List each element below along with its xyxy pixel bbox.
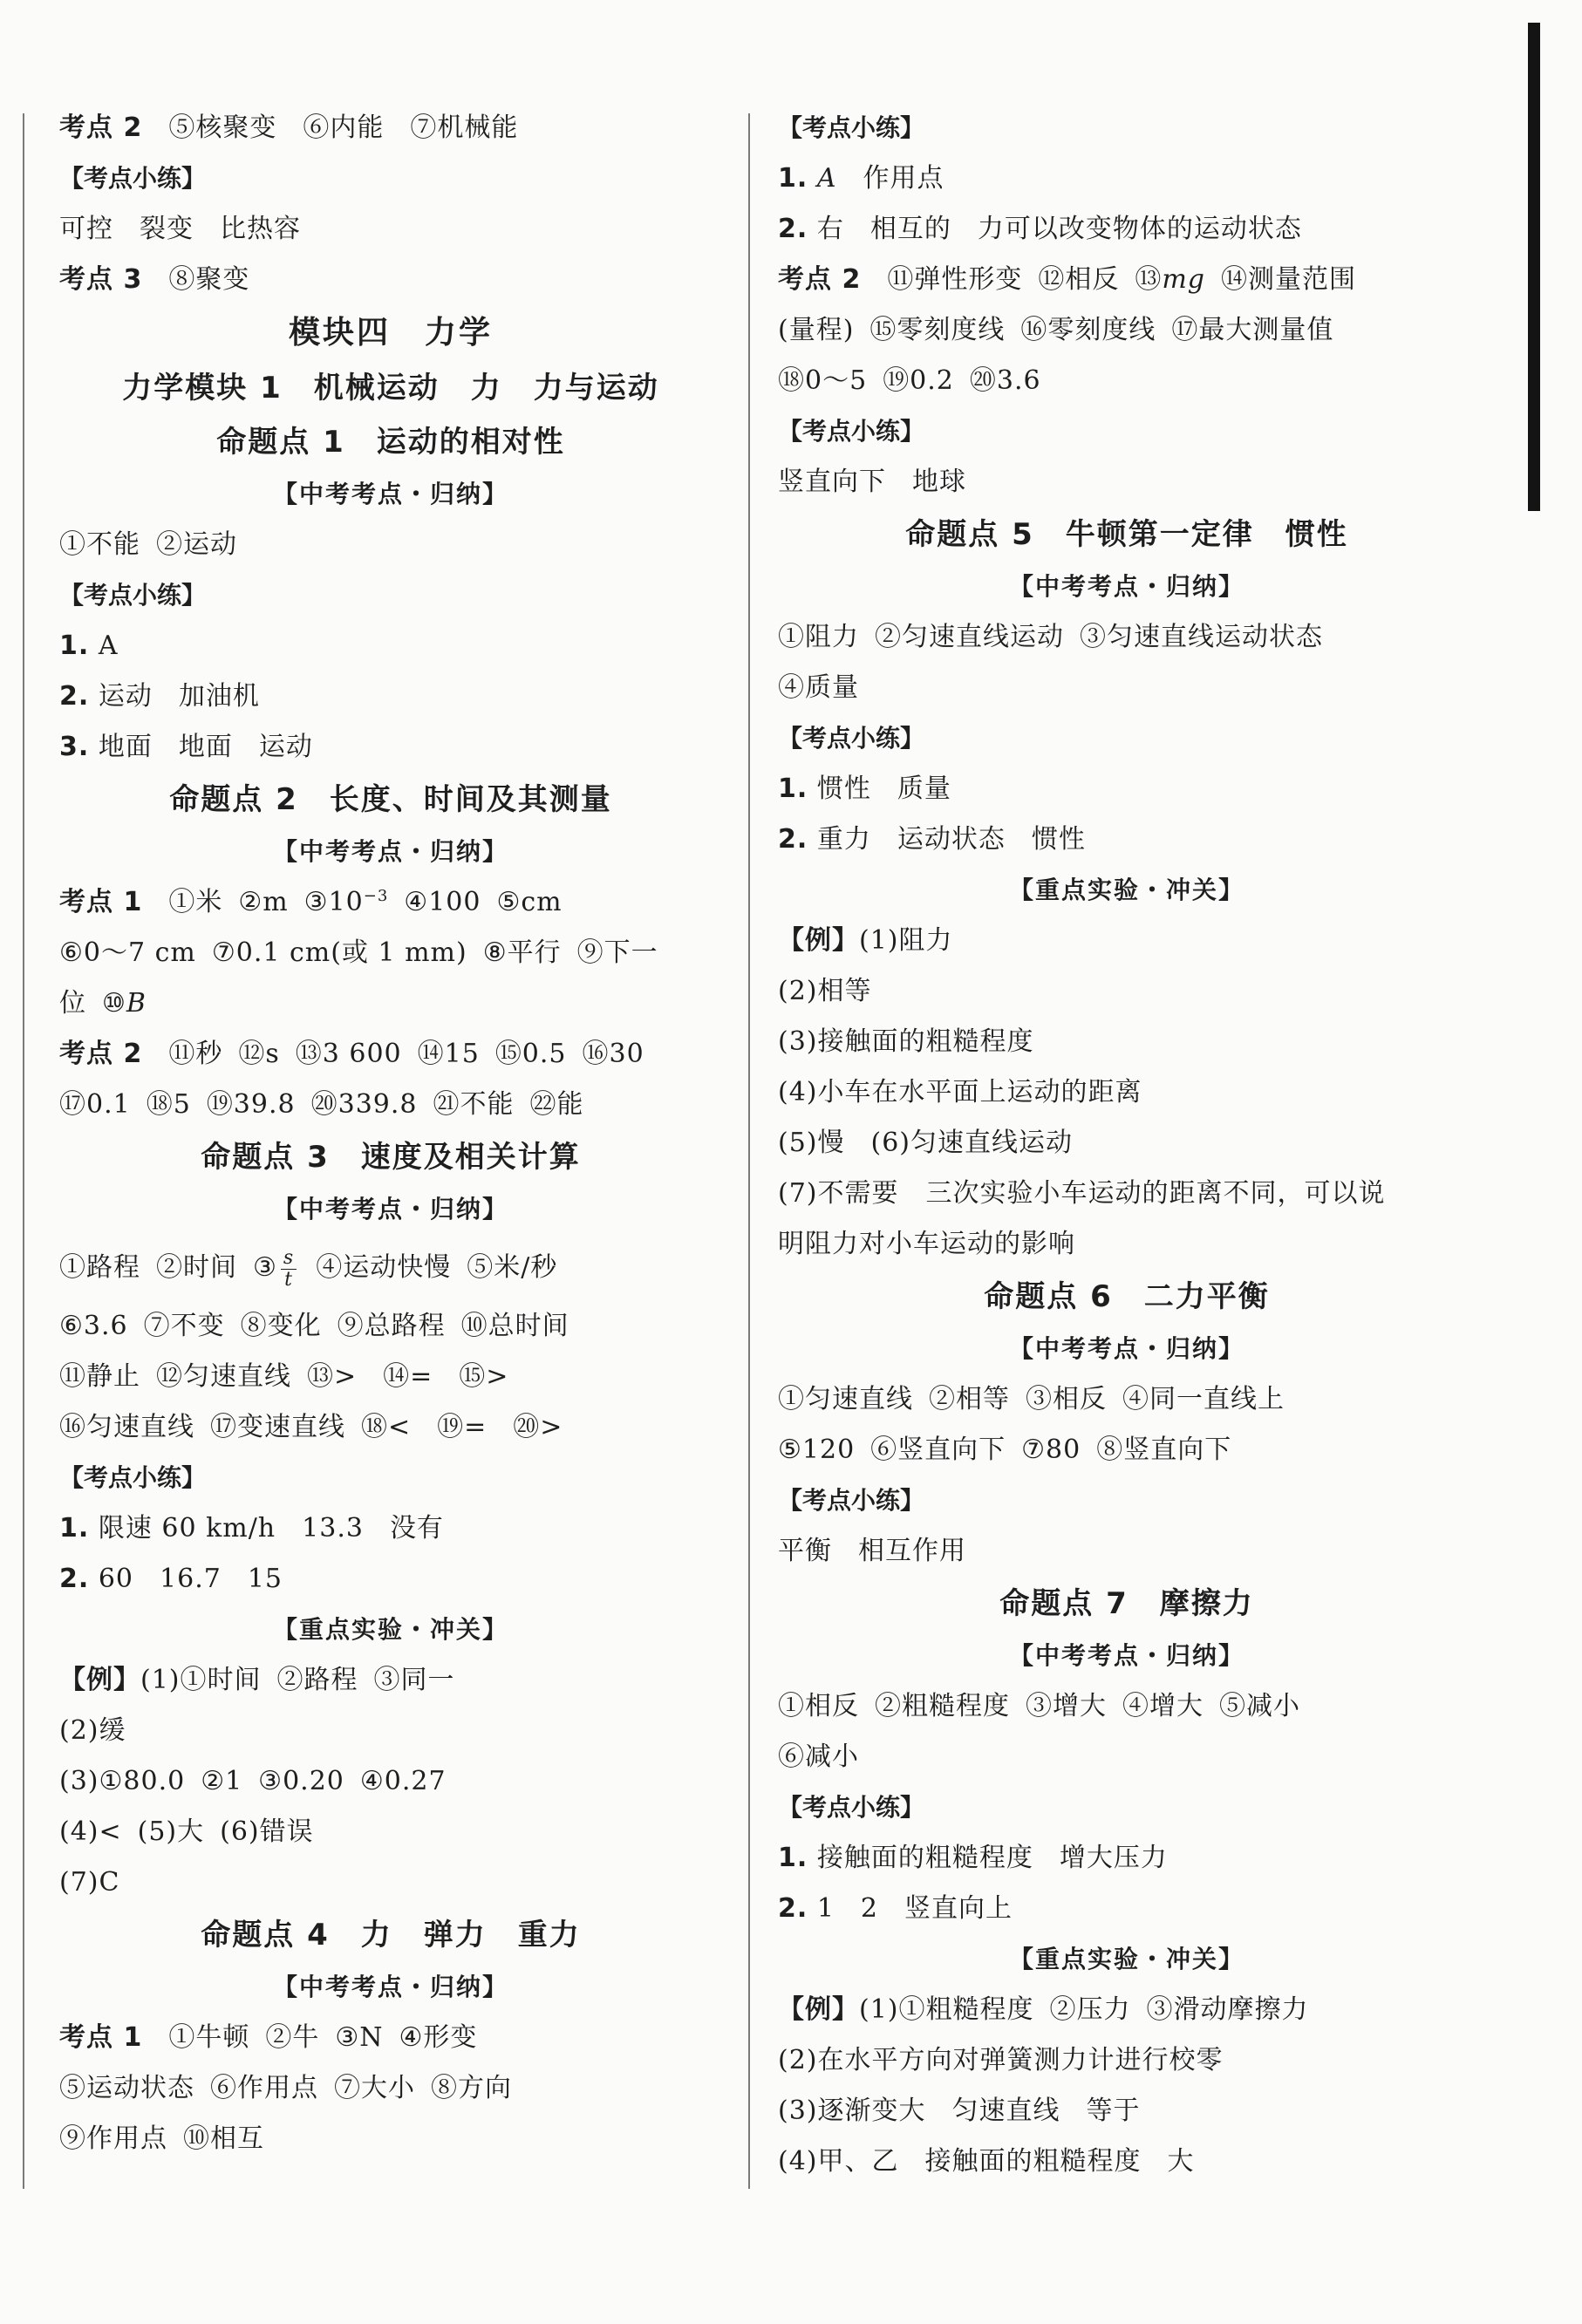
practice-box-heading: 【考点小练】 (778, 417, 925, 446)
question-answer: 1. A 作用点 (778, 163, 944, 194)
kd2-line-2: ⑰0.1 ⑱5 ⑲39.8 ⑳339.8 ㉑不能 ㉒能 (59, 1089, 584, 1120)
question-answer: 2. 1 2 竖直向上 (778, 1893, 1013, 1924)
example-line: (3)逐渐变大 匀速直线 等于 (778, 2096, 1141, 2126)
kd3-line: 考点 3 ⑧聚变 (59, 264, 250, 295)
section-title: 命题点 5 牛顿第一定律 惯性 (905, 517, 1348, 552)
example-line: (2)相等 (778, 976, 872, 1006)
example-line: (4)甲、乙 接触面的粗糙程度 大 (778, 2146, 1195, 2177)
practice-answers: 竖直向下 地球 (778, 467, 966, 497)
answer-line: ①不能 ②运动 (59, 529, 237, 560)
practice-box-heading: 【考点小练】 (59, 164, 207, 193)
answer-line: ⑤120 ⑥竖直向下 ⑦80 ⑧竖直向下 (778, 1435, 1232, 1465)
example-line: (7)C (59, 1867, 120, 1898)
kd2-line: 考点 2 ⑤核聚变 ⑥内能 ⑦机械能 (59, 112, 519, 143)
section-title: 命题点 2 长度、时间及其测量 (169, 782, 612, 817)
right-column (778, 103, 1476, 2187)
module-title: 模块四 力学 (288, 315, 493, 351)
kd2-line: 考点 2 ⑪秒 ⑫s ⑬3 600 ⑭15 ⑮0.5 ⑯30 (59, 1039, 644, 1069)
answer-line: ①阻力 ②匀速直线运动 ③匀速直线运动状态 (778, 622, 1323, 652)
section-title: 命题点 4 力 弹力 重力 (201, 1918, 581, 1953)
practice-box-heading: 【考点小练】 (778, 724, 925, 753)
example-line: 明阻力对小车运动的影响 (778, 1229, 1075, 1259)
section-title: 命题点 1 运动的相对性 (216, 425, 565, 460)
kd2-line-2: (量程) ⑮零刻度线 ⑯零刻度线 ⑰最大测量值 (778, 315, 1334, 345)
section-title: 命题点 3 速度及相关计算 (201, 1140, 581, 1175)
answer-line: ④质量 (778, 672, 859, 703)
question-answer: 2. 重力 运动状态 惯性 (778, 824, 1086, 855)
summary-heading: 【中考考点・归纳】 (272, 837, 508, 866)
answer-line: ⑥3.6 ⑦不变 ⑧变化 ⑨总路程 ⑩总时间 (59, 1311, 569, 1341)
example-line: (4)小车在水平面上运动的距离 (778, 1077, 1142, 1107)
practice-box-heading: 【考点小练】 (778, 113, 925, 142)
answer-line: ⑯匀速直线 ⑰变速直线 ⑱< ⑲= ⑳> (59, 1412, 563, 1442)
column-divider (748, 113, 750, 2189)
question-answer: 2. 60 16.7 15 (59, 1564, 283, 1594)
answer-line: ⑥减小 (778, 1741, 859, 1772)
summary-heading: 【中考考点・归纳】 (1008, 1334, 1244, 1363)
practice-answers: 可控 裂变 比热容 (59, 214, 301, 244)
practice-box-heading: 【考点小练】 (59, 581, 207, 610)
question-answer: 1. A (59, 630, 119, 661)
speed-fraction: $\frac{s}{t}$ (281, 1248, 297, 1291)
answer-line-with-fraction: ①路程 ②时间 ③ $\frac{s}{t}$ ④运动快慢 ⑤米/秒 (59, 1246, 558, 1291)
question-answer: 1. 接触面的粗糙程度 增大压力 (778, 1843, 1168, 1873)
experiment-heading: 【重点实验・冲关】 (272, 1615, 508, 1644)
example-line: (2)在水平方向对弹簧测力计进行校零 (778, 2045, 1224, 2075)
answer-line: ①相反 ②粗糙程度 ③增大 ④增大 ⑤减小 (778, 1691, 1300, 1721)
kd1-line-2: ⑥0～7 cm ⑦0.1 cm(或 1 mm) ⑧平行 ⑨下一 (59, 937, 658, 968)
question-answer: 2. 运动 加油机 (59, 681, 260, 712)
summary-heading: 【中考考点・归纳】 (1008, 572, 1244, 601)
practice-answers: 平衡 相互作用 (778, 1536, 966, 1566)
summary-heading: 【中考考点・归纳】 (1008, 1641, 1244, 1670)
section-title: 命题点 6 二力平衡 (984, 1279, 1270, 1314)
summary-heading: 【中考考点・归纳】 (272, 480, 508, 508)
example-line: (2)缓 (59, 1715, 126, 1746)
question-answer: 1. 惯性 质量 (778, 774, 951, 804)
practice-box-heading: 【考点小练】 (778, 1486, 925, 1515)
question-answer: 1. 限速 60 km/h 13.3 没有 (59, 1513, 444, 1544)
kd1-line: 考点 1 ①米 ②m $③10^{-3}$ ④100 ⑤cm (59, 887, 563, 917)
example-line: 【例】(1)①时间 ②路程 ③同一 (59, 1665, 455, 1695)
answer-line: ⑤运动状态 ⑥作用点 ⑦大小 ⑧方向 (59, 2073, 512, 2103)
example-line: (7)不需要 三次实验小车运动的距离不同，可以说 (778, 1178, 1386, 1209)
experiment-heading: 【重点实验・冲关】 (1008, 876, 1244, 904)
answer-line: ⑨作用点 ⑩相互 (59, 2123, 264, 2154)
example-line: 【例】(1)阻力 (778, 925, 953, 956)
kd1-line: 考点 1 ①牛顿 ②牛 ③N ④形变 (59, 2022, 478, 2053)
practice-box-heading: 【考点小练】 (778, 1793, 925, 1822)
kd1-line-3: 位 ⑩B (59, 988, 147, 1019)
question-answer: 2. 右 相互的 力可以改变物体的运动状态 (778, 214, 1302, 244)
summary-heading: 【中考考点・归纳】 (272, 1195, 508, 1223)
experiment-heading: 【重点实验・冲关】 (1008, 1945, 1244, 1973)
example-line: 【例】(1)①粗糙程度 ②压力 ③滑动摩擦力 (778, 1994, 1309, 2025)
left-margin-rule (23, 113, 24, 2189)
binding-edge (1528, 23, 1540, 511)
answer-line: ①匀速直线 ②相等 ③相反 ④同一直线上 (778, 1384, 1285, 1414)
section-title: 命题点 7 摩擦力 (999, 1586, 1254, 1621)
question-answer: 3. 地面 地面 运动 (59, 732, 313, 762)
example-line: (3)接触面的粗糙程度 (778, 1026, 1034, 1057)
kd2-line: 考点 2 ⑪弹性形变 ⑫相反 ⑬mg ⑭测量范围 (778, 264, 1356, 295)
summary-heading: 【中考考点・归纳】 (272, 1973, 508, 2001)
answer-line: ⑪静止 ⑫匀速直线 ⑬> ⑭= ⑮> (59, 1361, 509, 1392)
practice-box-heading: 【考点小练】 (59, 1463, 207, 1492)
module-subtitle: 力学模块 1 机械运动 力 力与运动 (122, 371, 659, 406)
left-column (59, 103, 722, 2164)
kd2-line-3: ⑱0～5 ⑲0.2 ⑳3.6 (778, 365, 1041, 396)
example-line: (4)< (5)大 (6)错误 (59, 1816, 314, 1847)
example-line: (3)①80.0 ②1 ③0.20 ④0.27 (59, 1766, 447, 1796)
example-line: (5)慢 (6)匀速直线运动 (778, 1128, 1073, 1158)
